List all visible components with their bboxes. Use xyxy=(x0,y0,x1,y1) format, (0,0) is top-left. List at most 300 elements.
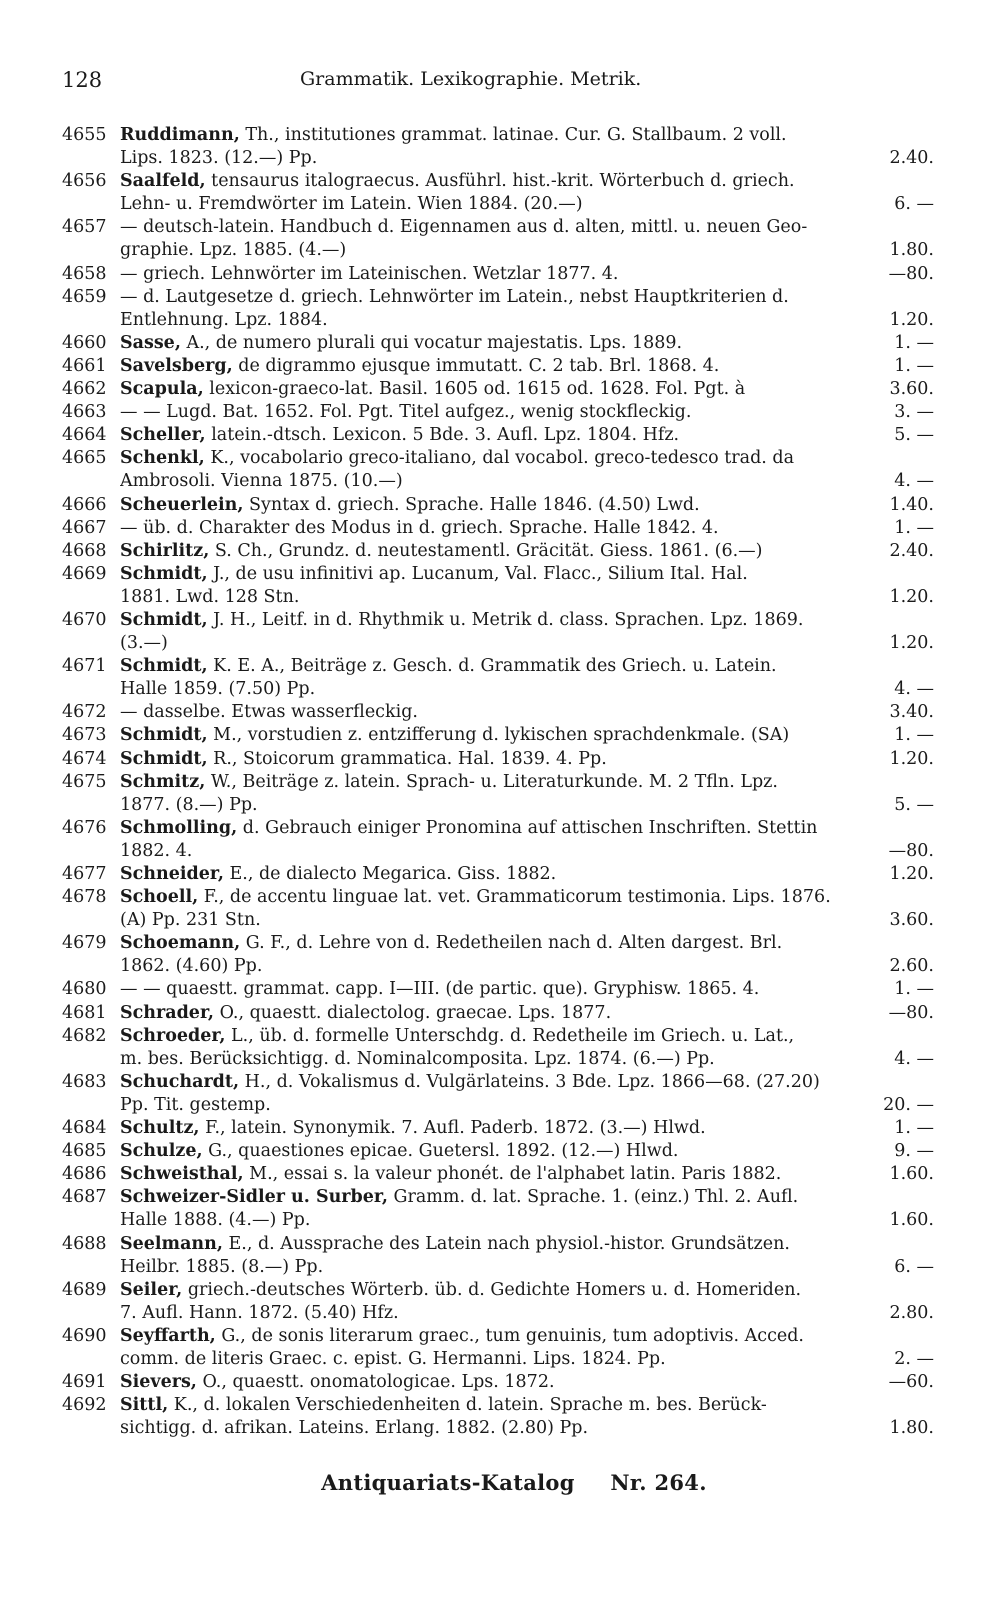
entry-text: Th., institutiones grammat. latinae. Cur. G. Stallbaum. 2 voll. xyxy=(239,125,787,145)
entry-text: G., de sonis literarum graec., tum genuinis, tum adoptivis. Acced. xyxy=(215,1325,804,1346)
catalog-entry xyxy=(62,817,934,863)
entry-body xyxy=(120,263,934,286)
entry-author: Schmolling, xyxy=(120,817,238,838)
catalog-entry xyxy=(62,1025,934,1071)
entry-text-group xyxy=(120,678,315,701)
entry-text: Syntax d. griech. Sprache. Halle 1846. (4.50) Lwd. xyxy=(243,494,700,515)
entry-text-group xyxy=(120,263,618,286)
entry-body xyxy=(120,1325,934,1371)
entry-body xyxy=(120,424,934,447)
entry-number: 4665 xyxy=(62,448,107,469)
entry-text-group xyxy=(120,1233,790,1256)
entry-text: M., vorstudien z. entzifferung d. lykischen sprachdenkmale. (SA) xyxy=(207,725,790,746)
entry-price: 1.20. xyxy=(889,748,934,769)
entry-text-group xyxy=(120,1117,706,1140)
entry-author: Schneider, xyxy=(120,864,224,884)
entry-number: 4655 xyxy=(62,125,107,145)
entry-text-group xyxy=(120,655,777,678)
entry-line xyxy=(120,817,934,840)
entry-text-group xyxy=(120,494,700,517)
entry-text-group xyxy=(120,586,299,609)
entry-author: Sittl, xyxy=(120,1395,169,1416)
entry-text: L., üb. d. formelle Unterschdg. d. Redetheile im Griech. u. Lat., xyxy=(225,1025,795,1046)
entry-line xyxy=(120,1325,934,1348)
entry-author: Schmidt, xyxy=(120,748,208,769)
running-title: Grammatik. Lexikographie. Metrik. xyxy=(300,68,642,90)
entry-text: Halle 1859. (7.50) Pp. xyxy=(120,679,316,700)
entry-number: 4686 xyxy=(62,1164,107,1185)
entry-body xyxy=(120,1394,934,1440)
entry-text-group xyxy=(120,401,691,424)
entry-text-group xyxy=(120,1002,611,1025)
entry-line xyxy=(120,378,934,401)
catalog-entry xyxy=(62,170,934,216)
entry-number: 4661 xyxy=(62,355,107,376)
entry-text: griech.-deutsches Wörterb. üb. d. Gedichte Homers u. d. Homeriden. xyxy=(182,1279,802,1300)
entry-price: 2.60. xyxy=(889,956,934,977)
entry-body xyxy=(120,1117,934,1140)
entry-author: Seelmann, xyxy=(120,1233,223,1254)
entry-text-group xyxy=(120,1186,798,1209)
page-header xyxy=(62,68,934,104)
entry-line xyxy=(120,563,934,586)
entry-line xyxy=(120,701,934,724)
entry-text: A., de numero plurali qui vocatur majestatis. Lps. 1889. xyxy=(180,332,683,353)
entry-price: 3.60. xyxy=(889,910,934,931)
entry-price: 1.80. xyxy=(889,1418,934,1439)
entry-text: O., quaestt. dialectolog. graecae. Lps. 1877. xyxy=(214,1002,612,1023)
entry-text: E., de dialecto Megarica. Giss. 1882. xyxy=(223,864,557,884)
entry-text-group xyxy=(120,909,261,932)
catalog-entry xyxy=(62,863,934,886)
entry-text: Halle 1888. (4.—) Pp. xyxy=(120,1210,311,1231)
entry-text-group xyxy=(120,794,258,817)
entry-line xyxy=(120,1348,934,1371)
entry-line xyxy=(120,1394,934,1417)
entry-text-group xyxy=(120,840,192,863)
entry-text-group xyxy=(120,1371,555,1394)
entry-text: lexicon-graeco-lat. Basil. 1605 od. 1615 od. 1628. Fol. Pgt. à xyxy=(203,379,746,400)
entry-text-group xyxy=(120,193,583,216)
entry-body xyxy=(120,286,934,332)
entry-line xyxy=(120,1117,934,1140)
entry-author: Schmidt, xyxy=(120,563,208,584)
catalog-entry xyxy=(62,609,934,655)
entry-text: tensaurus italograecus. Ausführl. hist.-krit. Wörterbuch d. griech. xyxy=(205,171,795,192)
entry-number: 4677 xyxy=(62,864,107,884)
entry-line xyxy=(120,1371,934,1394)
entry-line xyxy=(120,401,934,424)
entry-price: 2.40. xyxy=(889,540,934,561)
entry-price: 20. — xyxy=(883,1094,934,1115)
entry-price: 4. — xyxy=(894,679,934,700)
entry-line xyxy=(120,886,934,909)
entry-number: 4692 xyxy=(62,1395,107,1416)
entry-text: F., de accentu linguae lat. vet. Grammaticorum testimonia. Lips. 1876. xyxy=(198,887,831,908)
entry-price: 2.40. xyxy=(889,148,934,169)
entry-body xyxy=(120,1002,934,1025)
entry-author: Scapula, xyxy=(120,379,204,400)
entry-text-group xyxy=(120,124,787,147)
entry-text: 1882. 4. xyxy=(120,840,193,861)
entry-price: 1.20. xyxy=(889,864,934,884)
entry-text: G. F., d. Lehre von d. Redetheilen nach d. Alten dargest. Brl. xyxy=(240,933,783,954)
entry-line xyxy=(120,909,934,932)
entry-author: Saalfeld, xyxy=(120,171,206,192)
catalog-entry xyxy=(62,1371,934,1394)
entry-body xyxy=(120,1025,934,1071)
catalog-entry xyxy=(62,932,934,978)
entry-body xyxy=(120,563,934,609)
entry-line xyxy=(120,193,934,216)
entry-number: 4660 xyxy=(62,332,107,353)
entry-author: Scheuerlein, xyxy=(120,494,244,515)
catalog-entry xyxy=(62,517,934,540)
entry-text-group xyxy=(120,1256,323,1279)
entry-number: 4667 xyxy=(62,517,107,538)
entry-price: 1. — xyxy=(894,1118,934,1139)
entry-text: F., latein. Synonymik. 7. Aufl. Paderb. 1872. (3.—) Hlwd. xyxy=(199,1118,706,1139)
entry-body xyxy=(120,378,934,401)
catalog-number: Nr. 264. xyxy=(610,1470,707,1495)
entry-price: 1.40. xyxy=(889,494,934,515)
entry-number: 4676 xyxy=(62,817,107,838)
entry-text-group xyxy=(120,863,556,886)
entry-price: 5. — xyxy=(894,794,934,815)
entry-body xyxy=(120,1163,934,1186)
catalog-entry xyxy=(62,1002,934,1025)
entry-number: 4682 xyxy=(62,1025,107,1046)
entry-line xyxy=(120,355,934,378)
entry-text-group xyxy=(120,378,745,401)
catalog-entry xyxy=(62,355,934,378)
catalog-entry xyxy=(62,563,934,609)
entry-author: Ruddimann, xyxy=(120,125,240,145)
entry-line xyxy=(120,978,934,1001)
entry-text: S. Ch., Grundz. d. neutestamentl. Gräcität. Giess. 1861. (6.—) xyxy=(209,540,763,561)
entry-text: Heilbr. 1885. (8.—) Pp. xyxy=(120,1256,324,1277)
entry-number: 4668 xyxy=(62,540,107,561)
entry-line xyxy=(120,170,934,193)
entry-price: 1. — xyxy=(894,979,934,1000)
catalog-entry xyxy=(62,124,934,170)
catalog-entry xyxy=(62,724,934,747)
entry-author: Seyffarth, xyxy=(120,1325,216,1346)
catalog-entry xyxy=(62,424,934,447)
entry-line xyxy=(120,1209,934,1232)
entry-text: J. H., Leitf. in d. Rhythmik u. Metrik d. class. Sprachen. Lpz. 1869. xyxy=(207,609,804,630)
entry-author: Schweizer-Sidler u. Surber, xyxy=(120,1187,388,1208)
entry-text: Entlehnung. Lpz. 1884. xyxy=(120,309,328,330)
entry-text: — — quaestt. grammat. capp. I—III. (de partic. que). Gryphisw. 1865. 4. xyxy=(120,979,760,1000)
entry-text: comm. de literis Graec. c. epist. G. Hermanni. Lips. 1824. Pp. xyxy=(120,1348,666,1369)
entry-text: Gramm. d. lat. Sprache. 1. (einz.) Thl. 2. Aufl. xyxy=(387,1187,799,1208)
entry-text-group xyxy=(120,447,794,470)
catalog-entry xyxy=(62,494,934,517)
entry-body xyxy=(120,1186,934,1232)
entry-number: 4656 xyxy=(62,171,107,192)
entry-author: Schweisthal, xyxy=(120,1164,244,1185)
entry-number: 4683 xyxy=(62,1071,107,1092)
entry-line xyxy=(120,1279,934,1302)
entry-line xyxy=(120,1048,934,1071)
entry-price: 1. — xyxy=(894,355,934,376)
entry-text: graphie. Lpz. 1885. (4.—) xyxy=(120,240,347,261)
entry-body xyxy=(120,494,934,517)
entry-line xyxy=(120,794,934,817)
entry-text-group xyxy=(120,540,763,563)
catalog-entry xyxy=(62,1233,934,1279)
entry-price: 6. — xyxy=(894,194,934,215)
catalog-entry xyxy=(62,447,934,493)
catalog-entry xyxy=(62,286,934,332)
entry-line xyxy=(120,724,934,747)
entry-number: 4684 xyxy=(62,1118,107,1139)
entry-text: sichtigg. d. afrikan. Lateins. Erlang. 1882. (2.80) Pp. xyxy=(120,1418,589,1439)
entry-text: W., Beiträge z. latein. Sprach- u. Literaturkunde. M. 2 Tfln. Lpz. xyxy=(205,771,778,792)
entry-price: 1.20. xyxy=(889,309,934,330)
entry-price: —80. xyxy=(888,840,934,861)
entry-body xyxy=(120,1071,934,1117)
entry-body xyxy=(120,332,934,355)
catalog-entry xyxy=(62,1140,934,1163)
entry-text-group xyxy=(120,1417,588,1440)
entry-text: — — Lugd. Bat. 1652. Fol. Pgt. Titel aufgez., wenig stockfleckig. xyxy=(120,402,692,423)
entry-price: 4. — xyxy=(894,1048,934,1069)
entry-line xyxy=(120,239,934,262)
entry-line xyxy=(120,309,934,332)
entry-line xyxy=(120,1071,934,1094)
entry-text: 1881. Lwd. 128 Stn. xyxy=(120,586,300,607)
entry-price: —80. xyxy=(888,263,934,284)
entry-price: 5. — xyxy=(894,425,934,446)
entry-line xyxy=(120,955,934,978)
entry-body xyxy=(120,724,934,747)
entry-body xyxy=(120,701,934,724)
entry-text-group xyxy=(120,563,748,586)
entry-line xyxy=(120,494,934,517)
entry-line xyxy=(120,840,934,863)
entry-body xyxy=(120,517,934,540)
entry-text-group xyxy=(120,632,168,655)
page-number: 128 xyxy=(62,68,103,92)
entry-text-group xyxy=(120,817,817,840)
entry-body xyxy=(120,540,934,563)
entry-price: 3.60. xyxy=(889,379,934,400)
entry-line xyxy=(120,263,934,286)
entry-text-group xyxy=(120,470,403,493)
entry-number: 4689 xyxy=(62,1279,107,1300)
entry-number: 4658 xyxy=(62,263,107,284)
entry-price: 9. — xyxy=(894,1141,934,1162)
entry-line xyxy=(120,1163,934,1186)
entry-text-group xyxy=(120,748,607,771)
entry-text-group xyxy=(120,609,803,632)
entry-text-group xyxy=(120,724,789,747)
entry-author: Schirlitz, xyxy=(120,540,210,561)
entry-author: Scheller, xyxy=(120,425,206,446)
entry-number: 4680 xyxy=(62,979,107,1000)
entry-body xyxy=(120,817,934,863)
entry-line xyxy=(120,1002,934,1025)
entry-author: Schuchardt, xyxy=(120,1071,240,1092)
entry-number: 4672 xyxy=(62,702,107,723)
entry-price: 1. — xyxy=(894,517,934,538)
entry-text: Lips. 1823. (12.—) Pp. xyxy=(120,148,318,169)
entry-author: Schmidt, xyxy=(120,656,208,677)
catalog-entry xyxy=(62,748,934,771)
entry-line xyxy=(120,447,934,470)
entry-number: 4687 xyxy=(62,1187,107,1208)
entry-number: 4685 xyxy=(62,1141,107,1162)
entry-text: H., d. Vokalismus d. Vulgärlateins. 3 Bde. Lpz. 1866—68. (27.20) xyxy=(239,1071,820,1092)
entry-line xyxy=(120,1417,934,1440)
entry-text: 1862. (4.60) Pp. xyxy=(120,956,263,977)
entry-line xyxy=(120,124,934,147)
entry-body xyxy=(120,609,934,655)
entry-body xyxy=(120,978,934,1001)
entry-author: Schultz, xyxy=(120,1118,200,1139)
entry-number: 4659 xyxy=(62,286,107,307)
entry-line xyxy=(120,632,934,655)
entry-text-group xyxy=(120,147,317,170)
entry-text-group xyxy=(120,1048,715,1071)
entry-text-group xyxy=(120,886,831,909)
entry-line xyxy=(120,863,934,886)
catalog-entry xyxy=(62,1279,934,1325)
entry-body xyxy=(120,748,934,771)
catalog-entry xyxy=(62,1186,934,1232)
entry-price: 1.20. xyxy=(889,586,934,607)
entry-text: (A) Pp. 231 Stn. xyxy=(120,910,261,931)
entry-text: — dasselbe. Etwas wasserfleckig. xyxy=(120,702,418,723)
entry-price: 2. — xyxy=(894,1348,934,1369)
catalog-entry xyxy=(62,1071,934,1117)
entry-author: Schulze, xyxy=(120,1141,203,1162)
entry-author: Sasse, xyxy=(120,332,181,353)
entry-text: E., d. Aussprache des Latein nach physiol.-histor. Grundsätzen. xyxy=(222,1233,790,1254)
entry-price: 1.60. xyxy=(889,1164,934,1185)
catalog-entry xyxy=(62,1163,934,1186)
entry-text-group xyxy=(120,216,807,239)
entry-line xyxy=(120,424,934,447)
entry-line xyxy=(120,1094,934,1117)
entry-text: K., vocabolario greco-italiano, dal vocabol. greco-tedesco trad. da xyxy=(204,448,795,469)
entry-number: 4657 xyxy=(62,217,107,238)
entry-author: Sievers, xyxy=(120,1372,197,1393)
entry-price: 2.80. xyxy=(889,1302,934,1323)
entry-number: 4673 xyxy=(62,725,107,746)
entry-price: 3.40. xyxy=(889,702,934,723)
entry-price: 3. — xyxy=(894,402,934,423)
entry-line xyxy=(120,147,934,170)
entry-line xyxy=(120,1140,934,1163)
entry-text-group xyxy=(120,1094,271,1117)
entry-text: Lehn- u. Fremdwörter im Latein. Wien 1884. (20.—) xyxy=(120,194,583,215)
entry-price: —60. xyxy=(888,1372,934,1393)
entry-author: Schenkl, xyxy=(120,448,205,469)
entry-number: 4678 xyxy=(62,887,107,908)
entry-text-group xyxy=(120,286,789,309)
entry-text-group xyxy=(120,955,262,978)
entry-price: 1.60. xyxy=(889,1210,934,1231)
entry-text: de digrammo ejusque immutatt. C. 2 tab. Brl. 1868. 4. xyxy=(232,355,720,376)
entry-text-group xyxy=(120,701,418,724)
entry-text: J., de usu infinitivi ap. Lucanum, Val. Flacc., Silium Ital. Hal. xyxy=(207,563,748,584)
entry-price: 1.20. xyxy=(889,633,934,654)
catalog-entry xyxy=(62,401,934,424)
entry-number: 4663 xyxy=(62,402,107,423)
entry-number: 4690 xyxy=(62,1325,107,1346)
entry-body xyxy=(120,170,934,216)
entry-line xyxy=(120,1186,934,1209)
entry-author: Schmitz, xyxy=(120,771,206,792)
entry-text: (3.—) xyxy=(120,633,168,654)
entry-line xyxy=(120,1233,934,1256)
entry-line xyxy=(120,216,934,239)
catalog-entry xyxy=(62,332,934,355)
entry-text: — üb. d. Charakter des Modus in d. griech. Sprache. Halle 1842. 4. xyxy=(120,517,719,538)
entry-text-group xyxy=(120,355,719,378)
entry-body xyxy=(120,863,934,886)
entry-text-group xyxy=(120,1325,804,1348)
catalog-entry xyxy=(62,540,934,563)
entry-number: 4669 xyxy=(62,563,107,584)
entry-price: 1.80. xyxy=(889,240,934,261)
catalog-entry xyxy=(62,263,934,286)
entry-author: Schmidt, xyxy=(120,609,208,630)
entry-text-group xyxy=(120,239,346,262)
entry-number: 4681 xyxy=(62,1002,107,1023)
catalog-entry xyxy=(62,886,934,932)
entry-text: — d. Lautgesetze d. griech. Lehnwörter im Latein., nebst Hauptkriterien d. xyxy=(120,286,789,307)
entry-line xyxy=(120,470,934,493)
entry-price: 4. — xyxy=(894,471,934,492)
catalog-entry xyxy=(62,978,934,1001)
entry-text: M., essai s. la valeur phonét. de l'alphabet latin. Paris 1882. xyxy=(243,1164,782,1185)
catalog-entry xyxy=(62,701,934,724)
entry-text: R., Stoicorum grammatica. Hal. 1839. 4. Pp. xyxy=(207,748,607,769)
entry-number: 4662 xyxy=(62,379,107,400)
entry-text-group xyxy=(120,932,782,955)
entry-text: d. Gebrauch einiger Pronomina auf attischen Inschriften. Stettin xyxy=(237,817,818,838)
entry-author: Schoell, xyxy=(120,887,199,908)
catalog-entry xyxy=(62,1117,934,1140)
entry-number: 4670 xyxy=(62,609,107,630)
entry-body xyxy=(120,355,934,378)
entry-text: — deutsch-latein. Handbuch d. Eigennamen aus d. alten, mittl. u. neuen Geo- xyxy=(120,217,808,238)
entry-text-group xyxy=(120,771,778,794)
entry-text: Pp. Tit. gestemp. xyxy=(120,1094,271,1115)
entry-number: 4688 xyxy=(62,1233,107,1254)
entry-text: K. E. A., Beiträge z. Gesch. d. Grammatik des Griech. u. Latein. xyxy=(207,656,777,677)
catalog-entry xyxy=(62,378,934,401)
page-footer xyxy=(0,1470,1000,1495)
entry-body xyxy=(120,932,934,978)
entry-author: Seiler, xyxy=(120,1279,183,1300)
entry-text-group xyxy=(120,1394,767,1417)
entry-line xyxy=(120,771,934,794)
entry-text-group xyxy=(120,517,719,540)
entry-body xyxy=(120,401,934,424)
entry-number: 4664 xyxy=(62,425,107,446)
entry-author: Schoemann, xyxy=(120,933,241,954)
entry-line xyxy=(120,655,934,678)
entry-number: 4675 xyxy=(62,771,107,792)
entry-text: m. bes. Berücksichtigg. d. Nominalcomposita. Lpz. 1874. (6.—) Pp. xyxy=(120,1048,715,1069)
entry-body xyxy=(120,1279,934,1325)
entry-number: 4671 xyxy=(62,656,107,677)
